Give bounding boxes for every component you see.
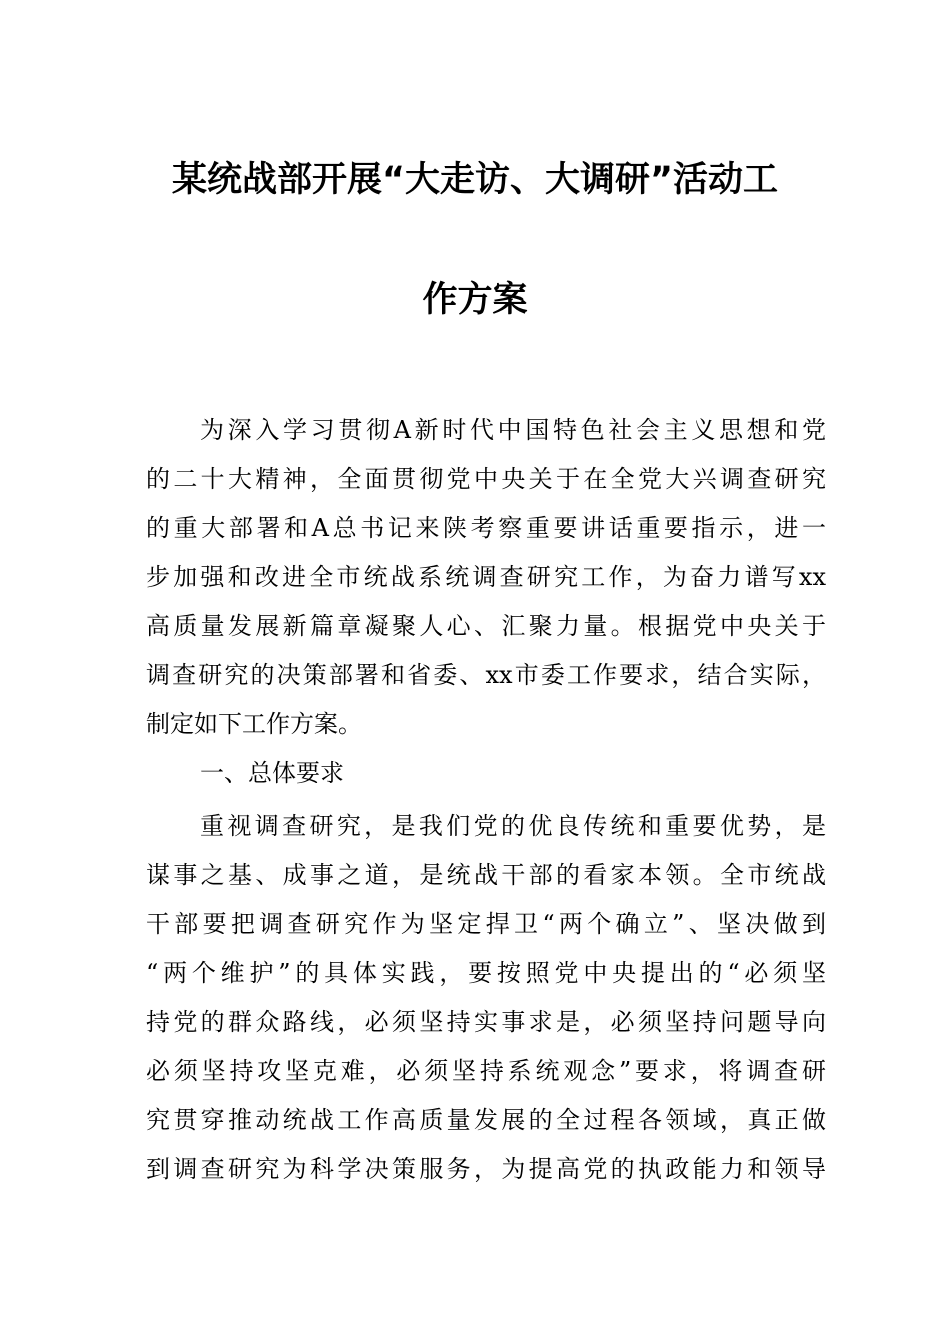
paragraph-1-line-5: 高质量发展新篇章凝聚人心、汇聚力量。根据党中央关于 — [146, 612, 826, 640]
paragraph-1-line-7: 制定如下工作方案。 — [146, 710, 362, 738]
paragraph-2-line-2: 谋事之基、成事之道，是统战干部的看家本领。全市统战 — [146, 861, 826, 889]
paragraph-2-line-5: 持党的群众路线，必须坚持实事求是，必须坚持问题导向 — [146, 1008, 826, 1036]
paragraph-1-line-1: 为深入学习贯彻A新时代中国特色社会主义思想和党 — [200, 416, 826, 444]
paragraph-2-line-8: 到调查研究为科学决策服务，为提高党的执政能力和领导 — [146, 1155, 826, 1183]
paragraph-1-line-6: 调查研究的决策部署和省委、xx市委工作要求，结合实际， — [146, 661, 826, 689]
paragraph-2-line-1: 重视调查研究，是我们党的优良传统和重要优势，是 — [200, 812, 826, 840]
document-title-line-1: 某统战部开展“大走访、大调研”活动工 — [171, 160, 778, 200]
document-title-line-2: 作方案 — [422, 280, 528, 320]
paragraph-1-line-2: 的二十大精神，全面贯彻党中央关于在全党大兴调查研究 — [146, 465, 826, 493]
paragraph-2-line-3: 干部要把调查研究作为坚定捍卫“两个确立”、坚决做到 — [146, 910, 826, 938]
paragraph-2-line-7: 究贯穿推动统战工作高质量发展的全过程各领域，真正做 — [146, 1106, 826, 1134]
paragraph-2-line-6: 必须坚持攻坚克难，必须坚持系统观念”要求，将调查研 — [146, 1057, 826, 1085]
paragraph-2-line-4: “两个维护”的具体实践，要按照党中央提出的“必须坚 — [146, 959, 826, 987]
paragraph-1-line-4: 步加强和改进全市统战系统调查研究工作，为奋力谱写xx — [146, 563, 826, 591]
section-heading-general-requirements: 一、总体要求 — [200, 759, 344, 787]
paragraph-1-line-3: 的重大部署和A总书记来陕考察重要讲话重要指示，进一 — [146, 514, 826, 542]
